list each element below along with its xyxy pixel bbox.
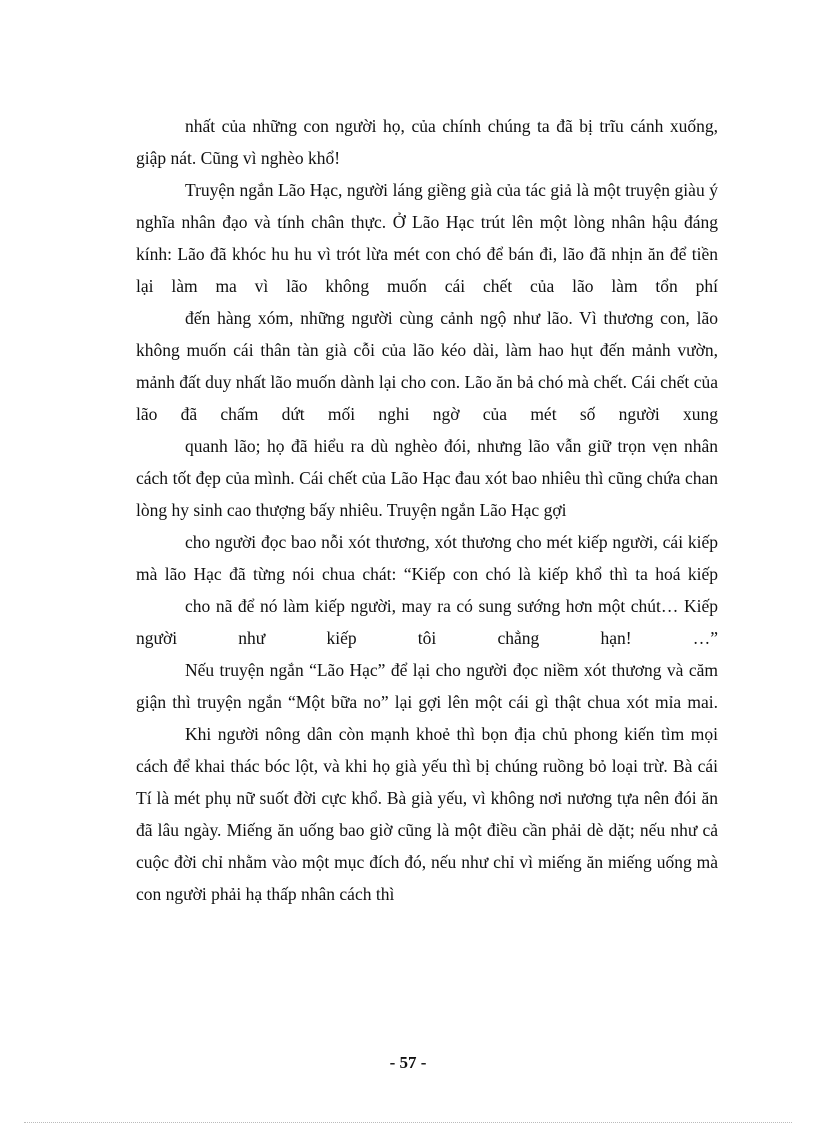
paragraph-1: nhất của những con người họ, của chính chúng ta đã bị trĩu cánh xuống, giập nát. Cũng vì nghèo khổ! [136, 116, 718, 168]
page-number: - 57 - [389, 1053, 427, 1072]
paragraph-6: cho nã để nó làm kiếp người, may ra có sung sướng hơn một chút… Kiếp người như kiếp tôi chẳng hạn! …” [136, 596, 718, 648]
body-text [136, 110, 718, 910]
paragraph-5: cho người đọc bao nỗi xót thương, xót thương cho mét kiếp người, cái kiếp mà lão Hạc đã từng nói chua chát: “Kiếp con chó là kiếp khổ thì ta hoá kiếp [136, 532, 718, 584]
paragraph-3: đến hàng xóm, những người cùng cảnh ngộ như lão. Vì thương con, lão không muốn cái thân tàn già cỗi của lão kéo dài, làm hao hụt đến mảnh vườn, mảnh đất duy nhất lão muốn dành lại cho con. Lão ăn bả chó mà chết. Cái chết của lão đã chấm dứt mối nghi ngờ của mét số người xung [136, 308, 718, 424]
paragraph-8: Khi người nông dân còn mạnh khoẻ thì bọn địa chủ phong kiến tìm mọi cách để khai thác bóc lột, và khi họ già yếu thì bị chúng ruồng bỏ loại trừ. Bà cái Tí là mét phụ nữ suốt đời cực khổ. Bà già yếu, vì không nơi nương tựa nên đói ăn đã lâu ngày. Miếng ăn uống bao giờ cũng là một điều cần phải dè dặt; nếu như cả cuộc đời chỉ nhằm vào một mục đích đó, nếu như chỉ vì miếng ăn miếng uống mà con người phải hạ thấp nhân cách thì [136, 724, 718, 904]
paragraph-7: Nếu truyện ngắn “Lão Hạc” để lại cho người đọc niềm xót thương và căm giận thì truyện ngắn “Một bữa no” lại gợi lên một cái gì thật chua xót mỉa mai. [136, 660, 718, 712]
paragraph-2: Truyện ngắn Lão Hạc, người láng giềng già của tác giả là một truyện giàu ý nghĩa nhân đạo và tính chân thực. Ở Lão Hạc trút lên một lòng nhân hậu đáng kính: Lão đã khóc hu hu vì trót lừa mét con chó để bán đi, lão đã nhịn ăn để tiền lại làm ma vì lão không muốn cái chết của lão làm tổn phí [136, 180, 718, 296]
paragraph-4: quanh lão; họ đã hiểu ra dù nghèo đói, nhưng lão vẫn giữ trọn vẹn nhân cách tốt đẹp của mình. Cái chết của Lão Hạc đau xót bao nhiêu thì cũng chứa chan lòng hy sinh cao thượng bấy nhiêu. Truyện ngắn Lão Hạc gợi [136, 436, 718, 520]
